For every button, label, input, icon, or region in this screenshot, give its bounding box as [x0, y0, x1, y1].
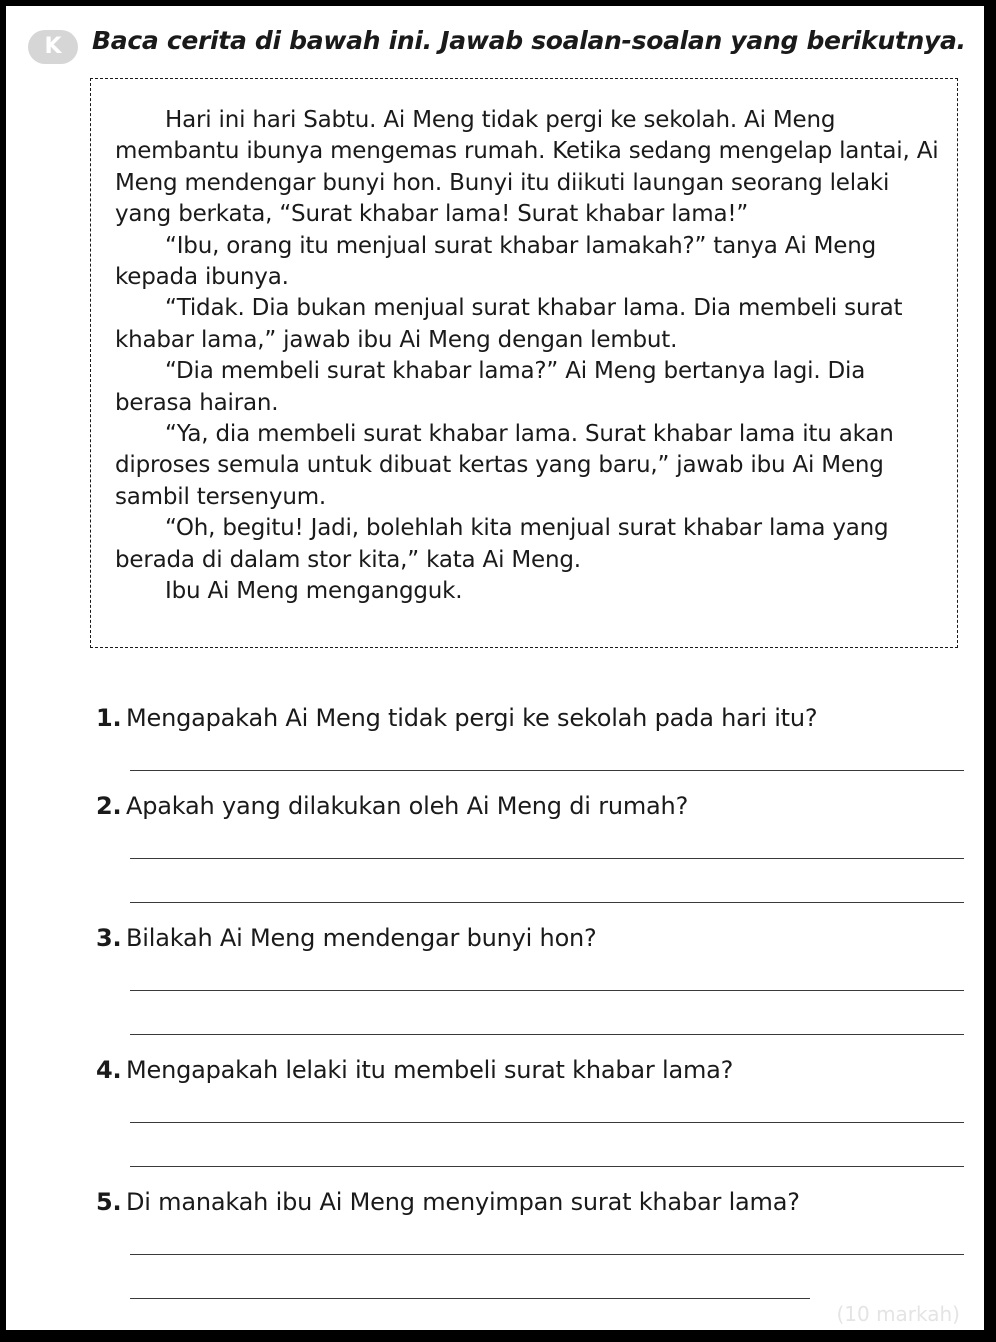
- story-paragraph: Hari ini hari Sabtu. Ai Meng tidak pergi ke sekolah. Ai Meng membantu ibunya mengemas rumah. Ketika sedang mengelap lantai, Ai Meng mendengar bunyi hon. Bunyi itu diikuti laungan seorang lelaki yang berkata, “Surat khabar lama! Surat khabar lama!”: [115, 107, 939, 228]
- question-5: [96, 1188, 800, 1216]
- question-4: [96, 1056, 733, 1084]
- question-2: [96, 792, 688, 820]
- question-text: Bilakah Ai Meng mendengar bunyi hon?: [126, 924, 597, 952]
- answer-line[interactable]: [130, 1254, 964, 1255]
- answer-line[interactable]: [130, 770, 964, 771]
- question-number: 4.: [96, 1056, 122, 1084]
- section-badge: K: [28, 30, 78, 64]
- story-paragraph: “Ibu, orang itu menjual surat khabar lamakah?” tanya Ai Meng kepada ibunya.: [115, 232, 877, 291]
- answer-line[interactable]: [130, 902, 964, 903]
- story-box: [90, 78, 958, 648]
- question-number: 2.: [96, 792, 122, 820]
- question-1: [96, 704, 817, 732]
- answer-line[interactable]: [130, 1298, 810, 1299]
- story-paragraph: “Dia membeli surat khabar lama?” Ai Meng bertanya lagi. Dia berasa hairan.: [115, 358, 866, 416]
- story-text: [115, 105, 945, 608]
- answer-line[interactable]: [130, 1122, 964, 1123]
- question-3: [96, 924, 597, 952]
- answer-line[interactable]: [130, 1166, 964, 1167]
- question-text: Apakah yang dilakukan oleh Ai Meng di rumah?: [126, 792, 689, 820]
- question-text: Di manakah ibu Ai Meng menyimpan surat khabar lama?: [126, 1188, 800, 1216]
- story-paragraph: “Tidak. Dia bukan menjual surat khabar lama. Dia membeli surat khabar lama,” jawab ibu Ai Meng dengan lembut.: [115, 295, 903, 353]
- question-text: Mengapakah lelaki itu membeli surat khabar lama?: [126, 1056, 734, 1084]
- story-paragraph: “Oh, begitu! Jadi, bolehlah kita menjual surat khabar lama yang berada di dalam stor kita,” kata Ai Meng.: [115, 515, 889, 573]
- instruction-heading: Baca cerita di bawah ini. Jawab soalan-soalan yang berikutnya.: [92, 26, 966, 55]
- question-number: 5.: [96, 1188, 122, 1216]
- answer-line[interactable]: [130, 1034, 964, 1035]
- story-paragraph: “Ya, dia membeli surat khabar lama. Surat khabar lama itu akan diproses semula untuk dibuat kertas yang baru,” jawab ibu Ai Meng sambil tersenyum.: [115, 421, 894, 510]
- marks-label: (10 markah): [836, 1302, 960, 1326]
- story-paragraph: Ibu Ai Meng mengangguk.: [165, 578, 463, 605]
- worksheet-page: [6, 6, 984, 1330]
- question-text: Mengapakah Ai Meng tidak pergi ke sekolah pada hari itu?: [126, 704, 818, 732]
- answer-line[interactable]: [130, 990, 964, 991]
- question-number: 3.: [96, 924, 122, 952]
- answer-line[interactable]: [130, 858, 964, 859]
- question-number: 1.: [96, 704, 122, 732]
